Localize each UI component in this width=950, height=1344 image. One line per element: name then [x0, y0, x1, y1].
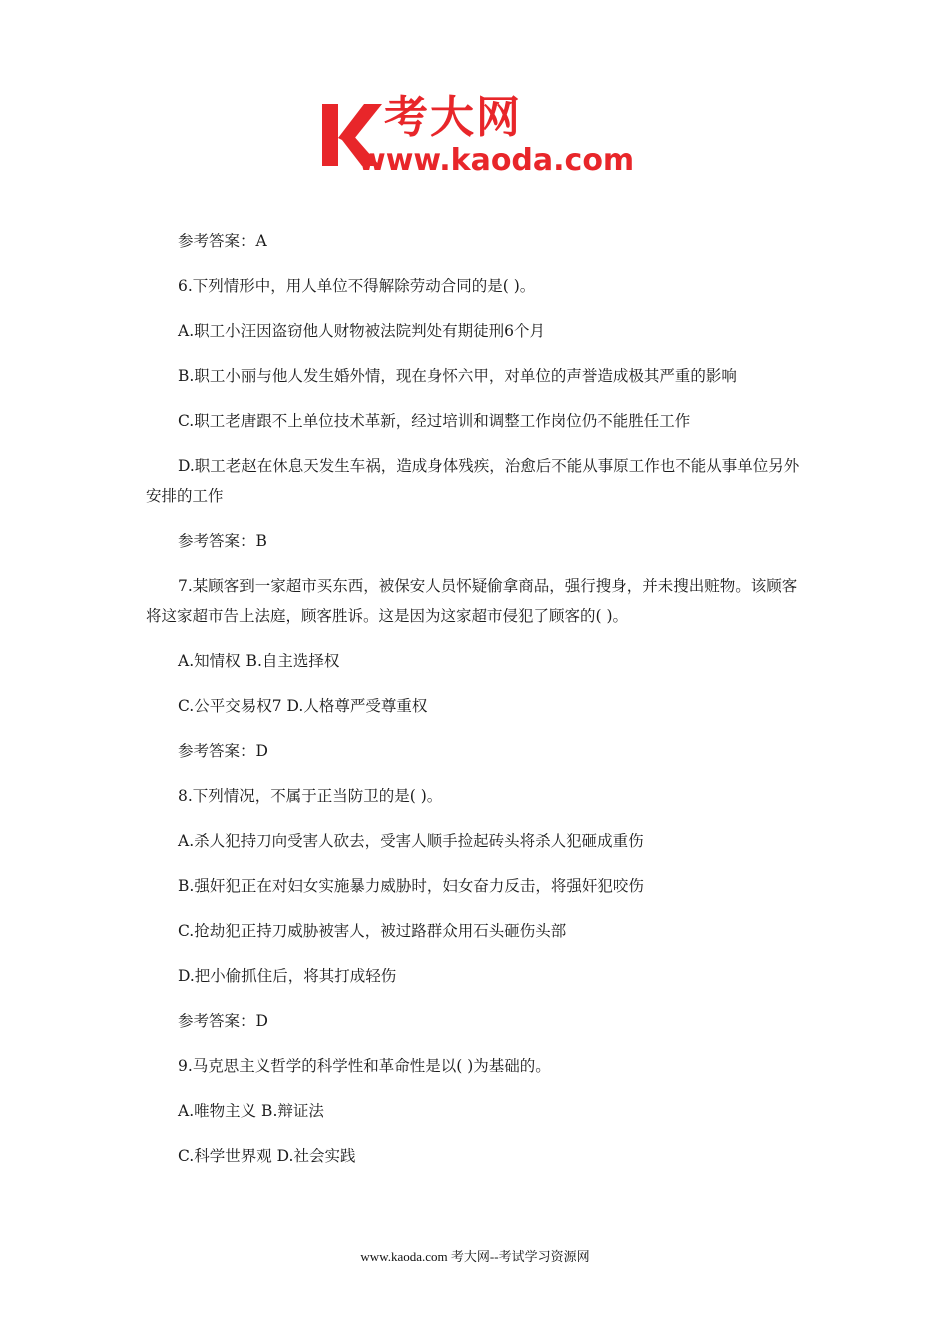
- answer-line: 参考答案：A: [178, 232, 267, 250]
- option-line: B.强奸犯正在对妇女实施暴力威胁时，妇女奋力反击，将强奸犯咬伤: [178, 877, 644, 895]
- option-line: B.职工小丽与他人发生婚外情，现在身怀六甲，对单位的声誉造成极其严重的影响: [178, 367, 737, 385]
- logo-url-text: www.kaoda.com: [358, 143, 635, 178]
- kaoda-logo: [318, 92, 648, 184]
- question-8: 8.下列情况，不属于正当防卫的是( )。: [178, 787, 443, 805]
- option-line: D.把小偷抓住后，将其打成轻伤: [178, 967, 397, 985]
- question-6: 6.下列情形中，用人单位不得解除劳动合同的是( )。: [178, 277, 536, 295]
- page-footer: www.kaoda.com 考大网--考试学习资源网: [360, 1249, 590, 1264]
- logo-chinese-text: 考大网: [384, 92, 522, 143]
- option-line: A.知情权 B.自主选择权: [178, 652, 340, 670]
- option-line: C.职工老唐跟不上单位技术革新，经过培训和调整工作岗位仍不能胜任工作: [178, 412, 691, 430]
- question-9: 9.马克思主义哲学的科学性和革命性是以( )为基础的。: [178, 1057, 551, 1075]
- option-line: D.职工老赵在休息天发生车祸，造成身体残疾，治愈后不能从事原工作也不能从事单位另外安排的工作: [146, 457, 800, 505]
- answer-line: 参考答案：D: [178, 742, 268, 760]
- option-line: A.职工小汪因盗窃他人财物被法院判处有期徒刑6个月: [178, 322, 545, 340]
- option-line: A.唯物主义 B.辩证法: [178, 1102, 324, 1120]
- option-line: C.公平交易权7 D.人格尊严受尊重权: [178, 697, 428, 715]
- option-line: C.科学世界观 D.社会实践: [178, 1147, 356, 1165]
- document-body: [146, 226, 810, 1186]
- question-7: 7.某顾客到一家超市买东西，被保安人员怀疑偷拿商品，强行搜身，并未搜出赃物。该顾客将这家超市告上法庭，顾客胜诉。这是因为这家超市侵犯了顾客的( )。: [146, 577, 798, 625]
- answer-line: 参考答案：D: [178, 1012, 268, 1030]
- answer-line: 参考答案：B: [178, 532, 267, 550]
- option-line: A.杀人犯持刀向受害人砍去，受害人顺手捡起砖头将杀人犯砸成重伤: [178, 832, 644, 850]
- option-line: C.抢劫犯正持刀威胁被害人，被过路群众用石头砸伤头部: [178, 922, 567, 940]
